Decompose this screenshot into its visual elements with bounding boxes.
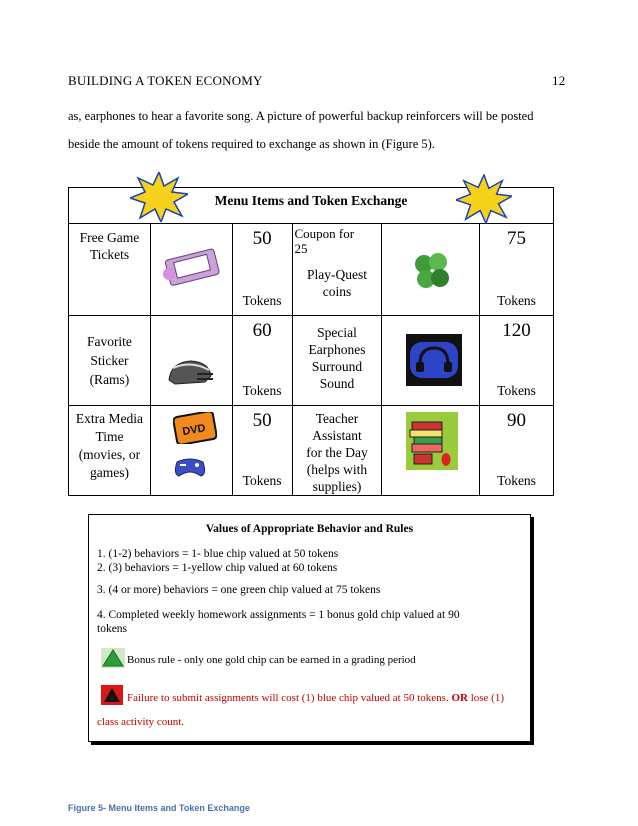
- item-label: Surround: [311, 359, 363, 374]
- item-label: Favorite: [86, 334, 132, 349]
- item-label: Time: [95, 429, 124, 444]
- item-label: 25: [294, 241, 308, 256]
- failure-rule-cont: class activity count.: [97, 716, 185, 728]
- rules-box: [88, 514, 531, 742]
- starburst-icon: [130, 172, 188, 222]
- price-unit: Tokens: [497, 473, 536, 488]
- item-label: Assistant: [312, 428, 362, 443]
- rule-line: 1. (1-2) behaviors = 1- blue chip valued at 50 tokens: [97, 548, 339, 560]
- item-label: Earphones: [308, 342, 366, 357]
- item-label: Teacher: [315, 411, 359, 426]
- price-value: 50: [252, 410, 272, 431]
- football-helmet-icon: [165, 358, 215, 388]
- ticket-icon: [163, 246, 223, 286]
- price-unit: Tokens: [242, 473, 282, 488]
- failure-rule: Failure to submit assignments will cost (1) blue chip valued at 50 tokens. OR lose (1): [127, 692, 504, 704]
- bonus-rule: Bonus rule - only one gold chip can be earned in a grading period: [127, 654, 416, 666]
- figure-caption: Figure 5- Menu Items and Token Exchange: [68, 803, 250, 813]
- body-line-1: as, earphones to hear a favorite song. A picture of powerful backup reinforcers will be posted: [68, 109, 534, 123]
- running-title: BUILDING A TOKEN ECONOMY: [68, 73, 263, 88]
- price-value: 60: [252, 320, 272, 341]
- headphones-icon: [406, 334, 462, 386]
- table-row: [69, 224, 554, 316]
- item-label: Play-Quest: [306, 267, 367, 282]
- rule-line: 2. (3) behaviors = 1-yellow chip valued at 60 tokens: [97, 562, 338, 574]
- price-value: 120: [502, 320, 531, 341]
- price-unit: Tokens: [497, 293, 536, 308]
- table-row: [69, 316, 554, 406]
- svg-text:DVD: DVD: [181, 422, 207, 439]
- item-label: supplies): [312, 479, 362, 494]
- price-value: 75: [507, 228, 527, 249]
- rule-line: 3. (4 or more) behaviors = one green chip valued at 75 tokens: [97, 584, 381, 596]
- item-label: Extra Media: [75, 411, 143, 426]
- item-label: Special: [317, 325, 357, 340]
- price-value: 90: [507, 410, 527, 431]
- item-label: for the Day: [306, 445, 368, 460]
- item-label: Sticker: [90, 353, 129, 368]
- page-number: 12: [552, 73, 566, 88]
- item-label: Sound: [319, 376, 355, 391]
- item-label: (helps with: [306, 462, 368, 477]
- menu-table: [68, 187, 554, 496]
- coins-icon: [412, 252, 452, 292]
- body-line-2: beside the amount of tokens required to exchange as shown in (Figure 5).: [68, 137, 435, 151]
- price-unit: Tokens: [497, 383, 536, 398]
- dvd-icon: [173, 412, 217, 444]
- item-label: coins: [322, 284, 352, 299]
- game-controller-icon: [173, 454, 207, 480]
- green-triangle-icon: [101, 648, 125, 668]
- item-label: games): [89, 465, 129, 480]
- books-icon: [406, 412, 458, 470]
- price-unit: Tokens: [242, 383, 282, 398]
- rules-title: Values of Appropriate Behavior and Rules: [205, 523, 414, 535]
- item-label: Coupon for: [294, 226, 355, 241]
- rule-line: tokens: [97, 623, 128, 635]
- price-value: 50: [252, 228, 272, 249]
- red-triangle-icon: [101, 685, 123, 705]
- item-label: (Rams): [89, 372, 130, 387]
- rule-line: 4. Completed weekly homework assignments = 1 bonus gold chip valued at 90: [97, 609, 460, 621]
- item-label: Free Game: [79, 230, 140, 245]
- table-title: Menu Items and Token Exchange: [214, 193, 408, 208]
- starburst-icon: [456, 174, 512, 224]
- item-label: Tickets: [89, 247, 130, 262]
- table-row: [69, 406, 554, 496]
- item-label: (movies, or: [78, 447, 141, 462]
- price-unit: Tokens: [242, 293, 282, 308]
